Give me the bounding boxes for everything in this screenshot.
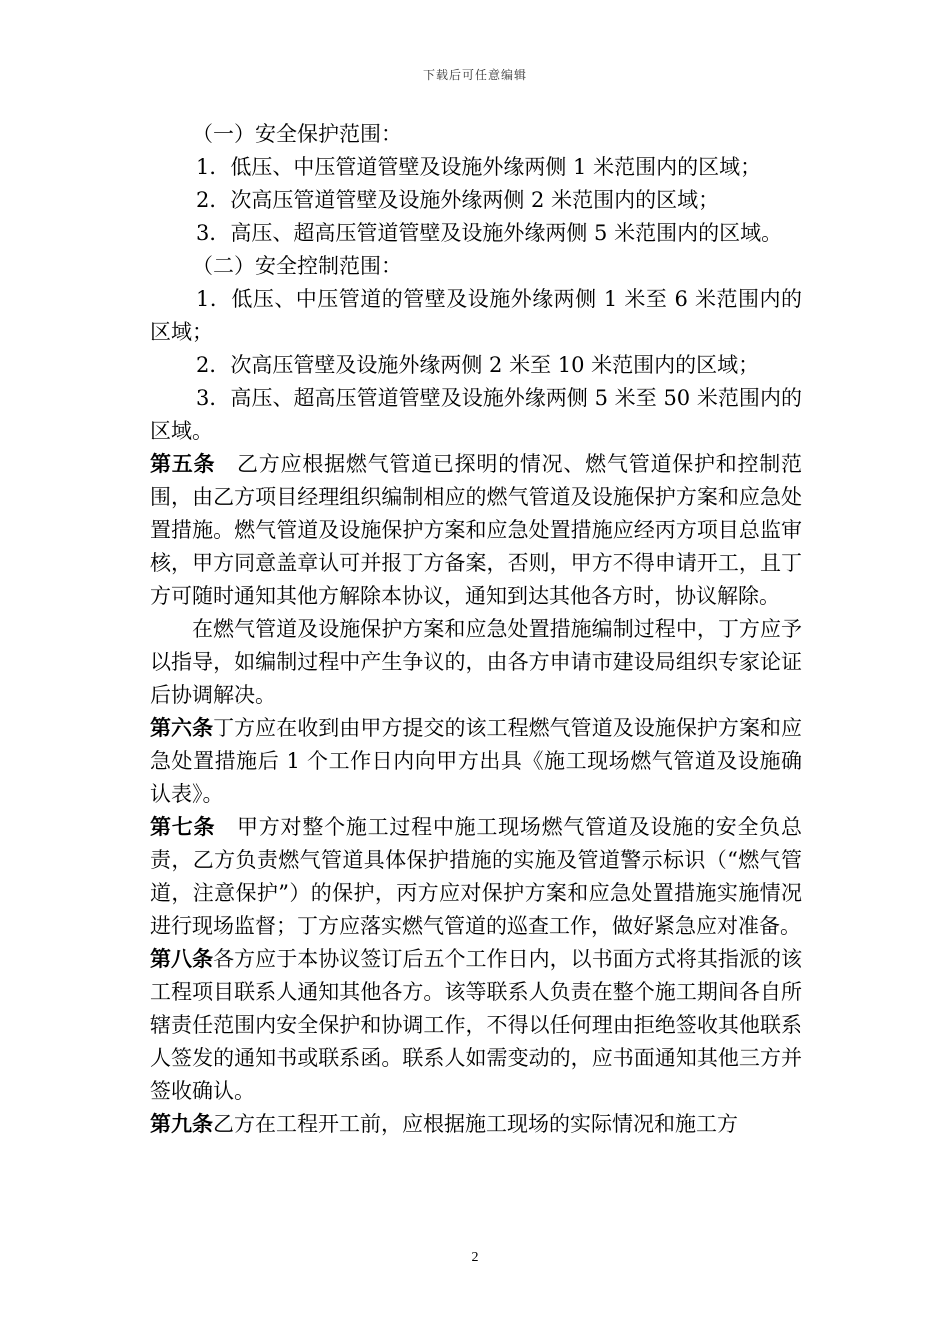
article-6 [150, 712, 802, 811]
section-title-protection: （一）安全保护范围： [192, 122, 402, 146]
article-9 [150, 1108, 802, 1141]
article-5-heading: 第五条 [150, 452, 216, 476]
article-8 [150, 943, 802, 1108]
section-title-control: （二）安全控制范围： [192, 254, 402, 278]
protection-item-2: 2．次高压管道管壁及设施外缘两侧 2 米范围内的区域； [196, 188, 720, 212]
document-body [150, 118, 802, 1141]
protection-item-1: 1．低压、中压管道管壁及设施外缘两侧 1 米范围内的区域； [196, 155, 762, 179]
article-5-text: 乙方应根据燃气管道已探明的情况、燃气管道保护和控制范围，由乙方项目经理组织编制相应的燃气管道及设施保护方案和应急处置措施。燃气管道及设施保护方案和应急处置措施应经丙方项目总监审核，甲方同意盖章认可并报丁方备案，否则，甲方不得申请开工，且丁方可随时通知其他方解除本协议，通知到达其他各方时，协议解除。 [150, 452, 803, 608]
article-6-text: 丁方应在收到由甲方提交的该工程燃气管道及设施保护方案和应急处置措施后 1 个工作日内向甲方出具《施工现场燃气管道及设施确认表》。 [150, 716, 803, 806]
article-9-heading: 第九条 [150, 1112, 213, 1136]
article-5-paragraph-2: 在燃气管道及设施保护方案和应急处置措施编制过程中，丁方应予以指导，如编制过程中产生争议的，由各方申请市建设局组织专家论证后协调解决。 [150, 617, 802, 707]
article-5 [150, 448, 802, 613]
control-item-2: 2．次高压管壁及设施外缘两侧 2 米至 10 米范围内的区域； [196, 353, 760, 377]
article-7-text: 甲方对整个施工过程中施工现场燃气管道及设施的安全负总责，乙方负责燃气管道具体保护措施的实施及管道警示标识（“燃气管道，注意保护”）的保护，丙方应对保护方案和应急处置措施实施情况进行现场监督；丁方应落实燃气管道的巡查工作，做好紧急应对准备。 [150, 815, 803, 938]
page-header-note: 下载后可任意编辑 [422, 68, 527, 82]
control-item-3: 3．高压、超高压管道管壁及设施外缘两侧 5 米至 50 米范围内的区域。 [150, 386, 802, 443]
article-8-text: 各方应于本协议签订后五个工作日内，以书面方式将其指派的该工程项目联系人通知其他各方。该等联系人负责在整个施工期间各自所辖责任范围内安全保护和协调工作，不得以任何理由拒绝签收其他联系人签发的通知书或联系函。联系人如需变动的，应书面通知其他三方并签收确认。 [150, 947, 803, 1103]
article-8-heading: 第八条 [150, 947, 214, 971]
article-7-heading: 第七条 [150, 815, 216, 839]
article-9-text: 乙方在工程开工前，应根据施工现场的实际情况和施工方 [213, 1112, 738, 1136]
page-number: 2 [471, 1250, 479, 1265]
article-7 [150, 811, 802, 943]
protection-item-3: 3．高压、超高压管道管壁及设施外缘两侧 5 米范围内的区域。 [196, 221, 783, 245]
control-item-1: 1．低压、中压管道的管壁及设施外缘两侧 1 米至 6 米范围内的区域； [150, 287, 802, 344]
article-6-heading: 第六条 [150, 716, 214, 740]
